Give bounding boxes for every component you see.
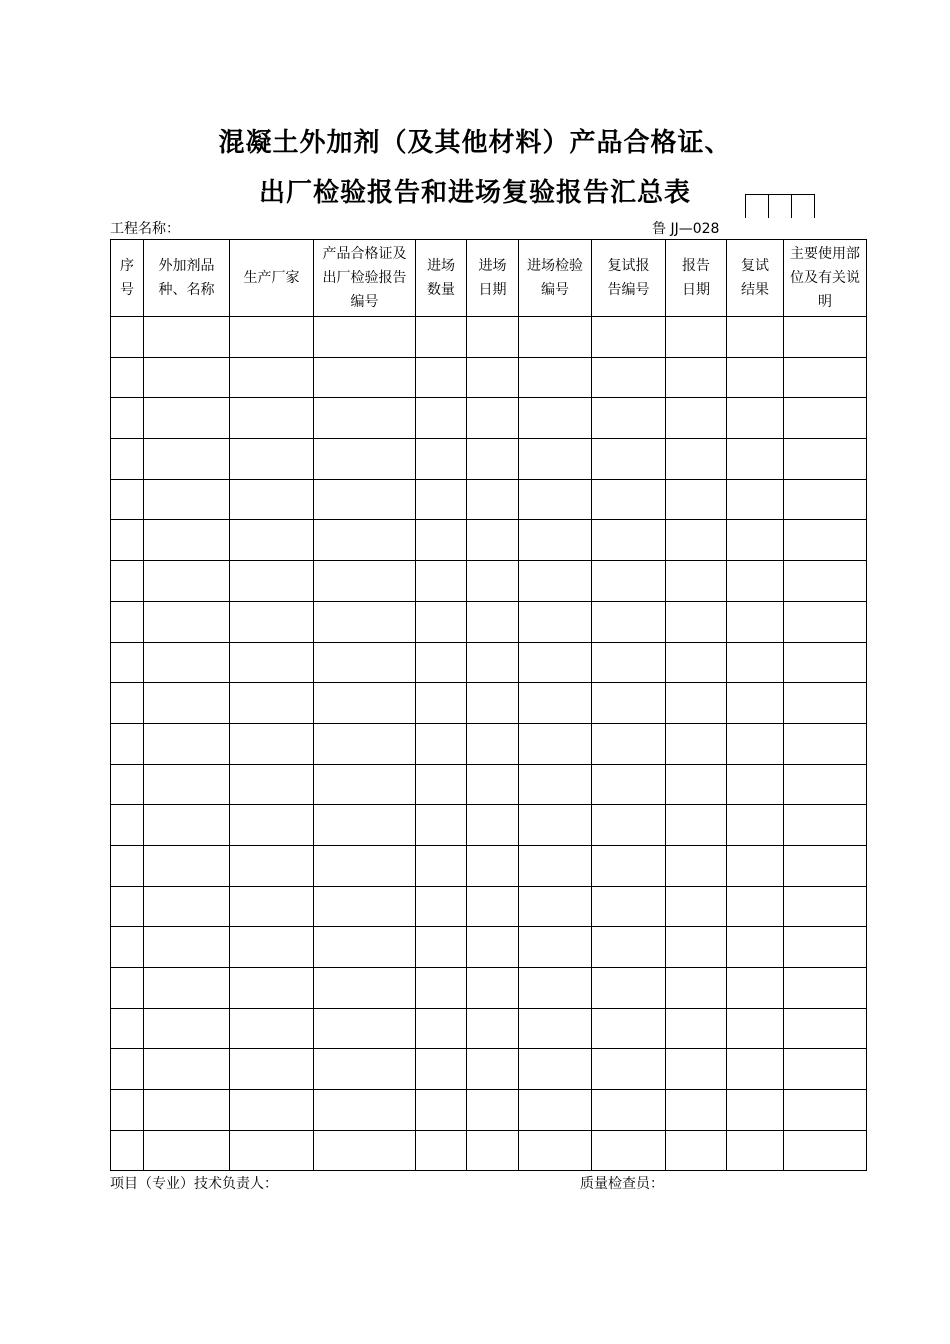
table-header-row [111, 240, 867, 317]
table-cell[interactable] [727, 764, 784, 805]
table-cell[interactable] [314, 439, 416, 480]
table-cell[interactable] [519, 683, 592, 724]
table-cell[interactable] [519, 439, 592, 480]
form-title-line-2: 出厂检验报告和进场复验报告汇总表 [258, 178, 691, 208]
table-cell[interactable] [467, 479, 519, 520]
table-cell[interactable] [416, 357, 467, 398]
table-cell[interactable] [111, 927, 144, 968]
form-code: 鲁 JJ—028 [652, 221, 720, 237]
table-cell[interactable] [784, 1049, 867, 1090]
table-cell[interactable] [111, 683, 144, 724]
quality-inspector-label: 质量检查员： [580, 1176, 664, 1192]
table-cell[interactable] [230, 683, 314, 724]
table-cell[interactable] [467, 439, 519, 480]
table-cell[interactable] [666, 561, 727, 602]
table-cell[interactable] [727, 683, 784, 724]
column-header-retest-result: 复试结果 [727, 240, 784, 317]
table-cell[interactable] [314, 642, 416, 683]
table-cell[interactable] [230, 601, 314, 642]
table-cell[interactable] [727, 317, 784, 358]
table-row [111, 968, 867, 1009]
table-cell[interactable] [467, 723, 519, 764]
table-cell[interactable] [467, 927, 519, 968]
table-cell[interactable] [416, 927, 467, 968]
table-cell[interactable] [666, 1090, 727, 1131]
table-cell[interactable] [592, 317, 666, 358]
table-cell[interactable] [666, 439, 727, 480]
table-cell[interactable] [416, 479, 467, 520]
table-cell[interactable] [666, 357, 727, 398]
table-cell[interactable] [666, 642, 727, 683]
table-cell[interactable] [230, 357, 314, 398]
table-cell[interactable] [144, 561, 230, 602]
table-row [111, 439, 867, 480]
table-cell[interactable] [314, 723, 416, 764]
table-cell[interactable] [592, 1090, 666, 1131]
table-cell[interactable] [784, 479, 867, 520]
table-cell[interactable] [230, 520, 314, 561]
table-cell[interactable] [230, 845, 314, 886]
table-cell[interactable] [666, 845, 727, 886]
table-cell[interactable] [144, 317, 230, 358]
table-cell[interactable] [519, 561, 592, 602]
table-cell[interactable] [144, 683, 230, 724]
column-header-certificate-no: 产品合格证及出厂检验报告编号 [314, 240, 416, 317]
table-cell[interactable] [784, 439, 867, 480]
table-cell[interactable] [519, 1008, 592, 1049]
table-cell[interactable] [592, 886, 666, 927]
table-cell[interactable] [666, 601, 727, 642]
table-cell[interactable] [111, 1090, 144, 1131]
table-cell[interactable] [519, 317, 592, 358]
table-row [111, 398, 867, 439]
table-cell[interactable] [519, 845, 592, 886]
table-cell[interactable] [592, 561, 666, 602]
table-row [111, 805, 867, 846]
table-cell[interactable] [416, 1008, 467, 1049]
table-cell[interactable] [314, 968, 416, 1009]
table-cell[interactable] [784, 1008, 867, 1049]
table-cell[interactable] [416, 520, 467, 561]
table-cell[interactable] [230, 968, 314, 1009]
table-cell[interactable] [727, 845, 784, 886]
table-cell[interactable] [784, 968, 867, 1009]
table-cell[interactable] [144, 439, 230, 480]
table-cell[interactable] [727, 968, 784, 1009]
table-cell[interactable] [727, 886, 784, 927]
table-cell[interactable] [416, 439, 467, 480]
table-cell[interactable] [314, 398, 416, 439]
table-cell[interactable] [111, 520, 144, 561]
table-cell[interactable] [467, 845, 519, 886]
table-cell[interactable] [727, 561, 784, 602]
table-cell[interactable] [230, 317, 314, 358]
column-header-serial-no: 序号 [111, 240, 144, 317]
table-cell[interactable] [666, 805, 727, 846]
table-cell[interactable] [144, 805, 230, 846]
table-cell[interactable] [314, 317, 416, 358]
table-cell[interactable] [111, 561, 144, 602]
table-cell[interactable] [784, 601, 867, 642]
table-cell[interactable] [230, 398, 314, 439]
table-cell[interactable] [592, 439, 666, 480]
table-cell[interactable] [111, 1130, 144, 1171]
table-cell[interactable] [784, 357, 867, 398]
table-cell[interactable] [467, 1090, 519, 1131]
table-cell[interactable] [144, 1008, 230, 1049]
table-cell[interactable] [784, 561, 867, 602]
table-cell[interactable] [666, 520, 727, 561]
table-cell[interactable] [592, 398, 666, 439]
column-header-usage-notes: 主要使用部位及有关说明 [784, 240, 867, 317]
table-cell[interactable] [519, 886, 592, 927]
table-cell[interactable] [144, 520, 230, 561]
table-cell[interactable] [111, 845, 144, 886]
table-cell[interactable] [416, 683, 467, 724]
table-cell[interactable] [416, 561, 467, 602]
table-cell[interactable] [592, 479, 666, 520]
table-cell[interactable] [111, 1008, 144, 1049]
table-cell[interactable] [314, 683, 416, 724]
table-cell[interactable] [144, 886, 230, 927]
table-cell[interactable] [144, 1049, 230, 1090]
table-row [111, 723, 867, 764]
table-cell[interactable] [144, 1090, 230, 1131]
table-cell[interactable] [519, 1130, 592, 1171]
table-cell[interactable] [784, 642, 867, 683]
table-cell[interactable] [666, 683, 727, 724]
table-cell[interactable] [144, 845, 230, 886]
table-cell[interactable] [416, 805, 467, 846]
table-cell[interactable] [666, 1130, 727, 1171]
table-cell[interactable] [519, 601, 592, 642]
table-cell[interactable] [784, 764, 867, 805]
table-row [111, 845, 867, 886]
table-cell[interactable] [727, 439, 784, 480]
table-cell[interactable] [784, 845, 867, 886]
table-cell[interactable] [784, 927, 867, 968]
table-cell[interactable] [784, 1130, 867, 1171]
column-header-admixture-name: 外加剂品种、名称 [144, 240, 230, 317]
table-cell[interactable] [314, 479, 416, 520]
table-cell[interactable] [727, 1049, 784, 1090]
table-cell[interactable] [592, 968, 666, 1009]
table-cell[interactable] [416, 845, 467, 886]
table-cell[interactable] [416, 1130, 467, 1171]
table-cell[interactable] [230, 1130, 314, 1171]
table-cell[interactable] [592, 1008, 666, 1049]
table-cell[interactable] [592, 845, 666, 886]
table-cell[interactable] [467, 886, 519, 927]
table-cell[interactable] [727, 805, 784, 846]
table-row [111, 601, 867, 642]
table-cell[interactable] [592, 520, 666, 561]
table-cell[interactable] [230, 764, 314, 805]
table-cell[interactable] [666, 398, 727, 439]
table-cell[interactable] [784, 886, 867, 927]
table-cell[interactable] [467, 764, 519, 805]
table-cell[interactable] [666, 317, 727, 358]
table-cell[interactable] [519, 1090, 592, 1131]
table-cell[interactable] [314, 1008, 416, 1049]
form-title-line-1: 混凝土外加剂（及其他材料）产品合格证、 [218, 128, 732, 158]
table-cell[interactable] [727, 927, 784, 968]
table-cell[interactable] [230, 479, 314, 520]
table-cell[interactable] [467, 1130, 519, 1171]
table-cell[interactable] [314, 805, 416, 846]
table-cell[interactable] [727, 1090, 784, 1131]
table-cell[interactable] [144, 764, 230, 805]
table-cell[interactable] [111, 886, 144, 927]
table-cell[interactable] [592, 1049, 666, 1090]
table-cell[interactable] [666, 968, 727, 1009]
table-cell[interactable] [144, 968, 230, 1009]
table-cell[interactable] [111, 398, 144, 439]
table-cell[interactable] [416, 601, 467, 642]
table-cell[interactable] [111, 968, 144, 1009]
table-cell[interactable] [314, 1090, 416, 1131]
table-cell[interactable] [666, 764, 727, 805]
form-number-box[interactable] [745, 194, 769, 218]
table-cell[interactable] [230, 1049, 314, 1090]
table-cell[interactable] [144, 357, 230, 398]
table-row [111, 357, 867, 398]
table-cell[interactable] [467, 1049, 519, 1090]
column-header-entry-inspection-no: 进场检验编号 [519, 240, 592, 317]
table-cell[interactable] [666, 927, 727, 968]
table-cell[interactable] [784, 317, 867, 358]
column-header-manufacturer: 生产厂家 [230, 240, 314, 317]
table-cell[interactable] [727, 520, 784, 561]
column-header-entry-quantity: 进场数量 [416, 240, 467, 317]
table-cell[interactable] [314, 886, 416, 927]
table-row [111, 1130, 867, 1171]
table-cell[interactable] [727, 1130, 784, 1171]
column-header-entry-date: 进场日期 [467, 240, 519, 317]
form-number-box[interactable] [768, 194, 792, 218]
table-cell[interactable] [467, 642, 519, 683]
table-cell[interactable] [592, 927, 666, 968]
project-name-label: 工程名称： [110, 221, 180, 237]
table-cell[interactable] [784, 683, 867, 724]
table-cell[interactable] [467, 398, 519, 439]
table-cell[interactable] [666, 479, 727, 520]
table-cell[interactable] [111, 642, 144, 683]
table-cell[interactable] [467, 357, 519, 398]
table-row [111, 520, 867, 561]
table-cell[interactable] [519, 642, 592, 683]
table-row [111, 764, 867, 805]
table-row [111, 1090, 867, 1131]
table-cell[interactable] [416, 398, 467, 439]
table-cell[interactable] [727, 357, 784, 398]
table-cell[interactable] [592, 805, 666, 846]
table-cell[interactable] [519, 927, 592, 968]
table-cell[interactable] [314, 561, 416, 602]
table-cell[interactable] [467, 561, 519, 602]
table-cell[interactable] [144, 927, 230, 968]
table-cell[interactable] [314, 520, 416, 561]
table-row [111, 479, 867, 520]
table-cell[interactable] [314, 1049, 416, 1090]
table-cell[interactable] [666, 723, 727, 764]
table-cell[interactable] [416, 723, 467, 764]
table-cell[interactable] [592, 683, 666, 724]
table-cell[interactable] [519, 968, 592, 1009]
table-cell[interactable] [416, 1049, 467, 1090]
table-cell[interactable] [519, 1049, 592, 1090]
table-cell[interactable] [144, 398, 230, 439]
table-cell[interactable] [230, 642, 314, 683]
table-cell[interactable] [592, 357, 666, 398]
table-cell[interactable] [467, 968, 519, 1009]
table-cell[interactable] [519, 764, 592, 805]
table-cell[interactable] [144, 479, 230, 520]
summary-table [110, 239, 867, 1171]
table-cell[interactable] [519, 805, 592, 846]
column-header-report-date: 报告日期 [666, 240, 727, 317]
table-cell[interactable] [727, 642, 784, 683]
table-cell[interactable] [111, 317, 144, 358]
table-row [111, 561, 867, 602]
table-cell[interactable] [727, 479, 784, 520]
table-cell[interactable] [727, 723, 784, 764]
table-row [111, 927, 867, 968]
tech-lead-label: 项目（专业）技术负责人： [110, 1176, 278, 1192]
table-cell[interactable] [111, 764, 144, 805]
table-cell[interactable] [230, 439, 314, 480]
table-cell[interactable] [230, 1008, 314, 1049]
table-cell[interactable] [144, 642, 230, 683]
table-cell[interactable] [230, 723, 314, 764]
table-cell[interactable] [519, 723, 592, 764]
table-cell[interactable] [784, 723, 867, 764]
table-cell[interactable] [314, 601, 416, 642]
table-cell[interactable] [314, 357, 416, 398]
table-cell[interactable] [519, 520, 592, 561]
table-cell[interactable] [467, 317, 519, 358]
column-header-retest-report-no: 复试报告编号 [592, 240, 666, 317]
table-cell[interactable] [784, 398, 867, 439]
table-cell[interactable] [666, 1049, 727, 1090]
table-cell[interactable] [784, 520, 867, 561]
table-cell[interactable] [111, 357, 144, 398]
table-cell[interactable] [727, 398, 784, 439]
table-cell[interactable] [592, 642, 666, 683]
table-cell[interactable] [467, 520, 519, 561]
table-cell[interactable] [111, 1049, 144, 1090]
table-cell[interactable] [111, 805, 144, 846]
table-cell[interactable] [519, 398, 592, 439]
table-cell[interactable] [727, 1008, 784, 1049]
table-cell[interactable] [666, 886, 727, 927]
table-row [111, 642, 867, 683]
table-cell[interactable] [111, 479, 144, 520]
table-cell[interactable] [467, 1008, 519, 1049]
table-cell[interactable] [467, 683, 519, 724]
table-row [111, 317, 867, 358]
table-cell[interactable] [144, 723, 230, 764]
table-cell[interactable] [784, 805, 867, 846]
table-cell[interactable] [416, 317, 467, 358]
table-cell[interactable] [416, 886, 467, 927]
table-row [111, 1008, 867, 1049]
table-cell[interactable] [314, 764, 416, 805]
table-cell[interactable] [230, 1090, 314, 1131]
table-cell[interactable] [230, 886, 314, 927]
table-cell[interactable] [314, 845, 416, 886]
table-cell[interactable] [592, 1130, 666, 1171]
table-cell[interactable] [666, 1008, 727, 1049]
table-cell[interactable] [592, 601, 666, 642]
table-cell[interactable] [314, 1130, 416, 1171]
table-cell[interactable] [230, 805, 314, 846]
table-row [111, 683, 867, 724]
form-number-boxes [745, 194, 814, 218]
table-cell[interactable] [111, 723, 144, 764]
table-cell[interactable] [416, 968, 467, 1009]
table-cell[interactable] [727, 601, 784, 642]
table-cell[interactable] [416, 1090, 467, 1131]
table-cell[interactable] [144, 601, 230, 642]
table-cell[interactable] [519, 479, 592, 520]
table-cell[interactable] [111, 601, 144, 642]
table-row [111, 886, 867, 927]
table-cell[interactable] [467, 805, 519, 846]
table-cell[interactable] [416, 764, 467, 805]
table-cell[interactable] [230, 927, 314, 968]
table-cell[interactable] [144, 1130, 230, 1171]
table-cell[interactable] [467, 601, 519, 642]
table-cell[interactable] [314, 927, 416, 968]
table-cell[interactable] [592, 764, 666, 805]
table-row [111, 1049, 867, 1090]
table-cell[interactable] [519, 357, 592, 398]
table-cell[interactable] [111, 439, 144, 480]
form-number-box[interactable] [791, 194, 815, 218]
table-cell[interactable] [784, 1090, 867, 1131]
table-cell[interactable] [416, 642, 467, 683]
table-cell[interactable] [230, 561, 314, 602]
table-cell[interactable] [592, 723, 666, 764]
